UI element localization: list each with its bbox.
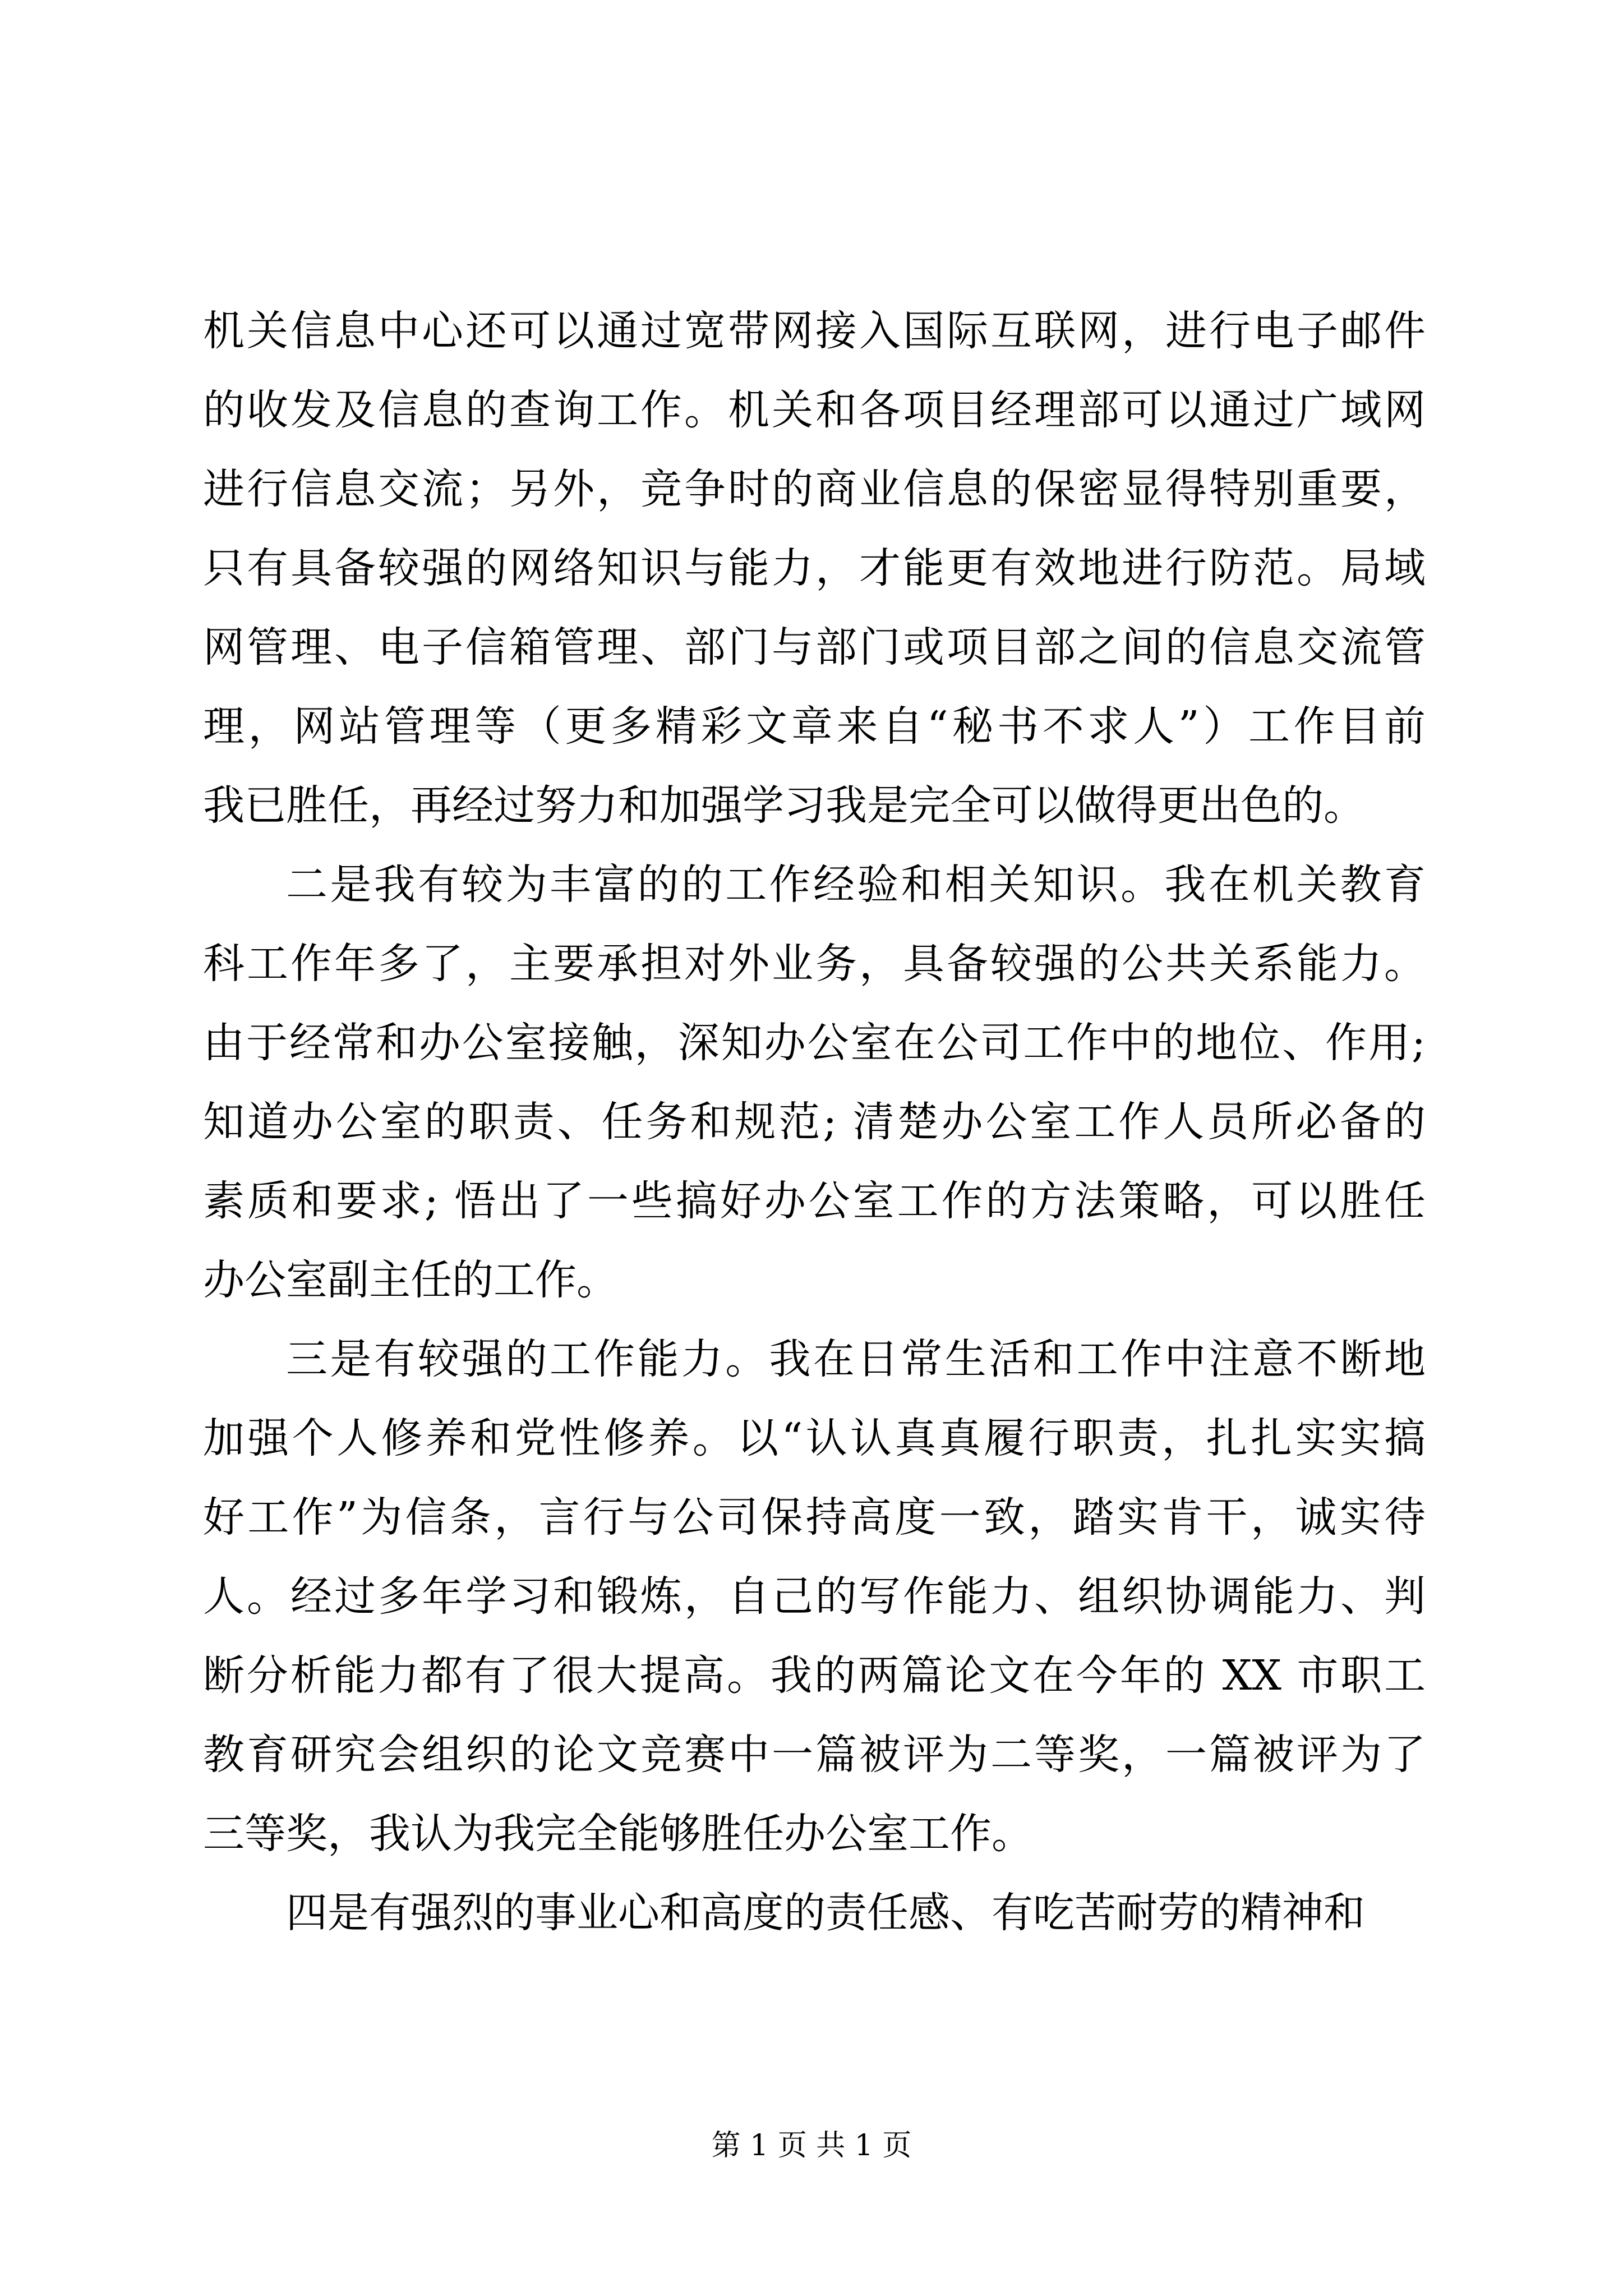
text-line: 只有具备较强的网络知识与能力，才能更有效地进行防范。局域 [203, 544, 1426, 592]
text-line: 的收发及信息的查询工作。机关和各项目经理部可以通过广域网 [203, 386, 1426, 434]
text-line: 断分析能力都有了很大提高。我的两篇论文在今年的 XX 市职工 [203, 1651, 1426, 1700]
text-line: 好工作”为信条，言行与公司保持高度一致，踏实肯干，诚实待 [203, 1493, 1426, 1542]
text-line: 由于经常和办公室接触，深知办公室在公司工作中的地位、作用; [203, 1019, 1426, 1067]
text-line: 教育研究会组织的论文竞赛中一篇被评为二等奖，一篇被评为了 [203, 1731, 1426, 1779]
paragraph-start-line: 三是有较强的工作能力。我在日常生活和工作中注意不断地 [286, 1335, 1426, 1383]
paragraph-start-line: 四是有强烈的事业心和高度的责任感、有吃苦耐劳的精神和 [286, 1889, 1365, 1937]
text-line: 理，网站管理等（更多精彩文章来自“秘书不求人”）工作目前 [203, 702, 1426, 751]
text-line: 人。经过多年学习和锻炼，自己的写作能力、组织协调能力、判 [203, 1572, 1426, 1621]
text-line: 知道办公室的职责、任务和规范; 清楚办公室工作人员所必备的 [203, 1098, 1426, 1146]
body-text [203, 292, 1426, 1953]
text-line: 办公室副主任的工作。 [203, 1256, 618, 1304]
text-line: 科工作年多了，主要承担对外业务，具备较强的公共关系能力。 [203, 940, 1426, 988]
text-line: 我已胜任，再经过努力和加强学习我是完全可以做得更出色的。 [203, 781, 1365, 830]
text-line: 进行信息交流；另外，竞争时的商业信息的保密显得特别重要， [203, 465, 1426, 513]
page-footer: 第 1 页 共 1 页 [711, 2129, 912, 2162]
text-line: 素质和要求; 悟出了一些搞好办公室工作的方法策略，可以胜任 [203, 1177, 1426, 1225]
text-line: 加强个人修养和党性修养。以“认认真真履行职责，扎扎实实搞 [203, 1414, 1426, 1462]
text-line: 机关信息中心还可以通过宽带网接入国际互联网，进行电子邮件 [203, 307, 1426, 355]
text-line: 三等奖，我认为我完全能够胜任办公室工作。 [203, 1810, 1033, 1858]
text-line: 网管理、电子信箱管理、部门与部门或项目部之间的信息交流管 [203, 623, 1426, 671]
paragraph-start-line: 二是我有较为丰富的的工作经验和相关知识。我在机关教育 [286, 861, 1426, 909]
